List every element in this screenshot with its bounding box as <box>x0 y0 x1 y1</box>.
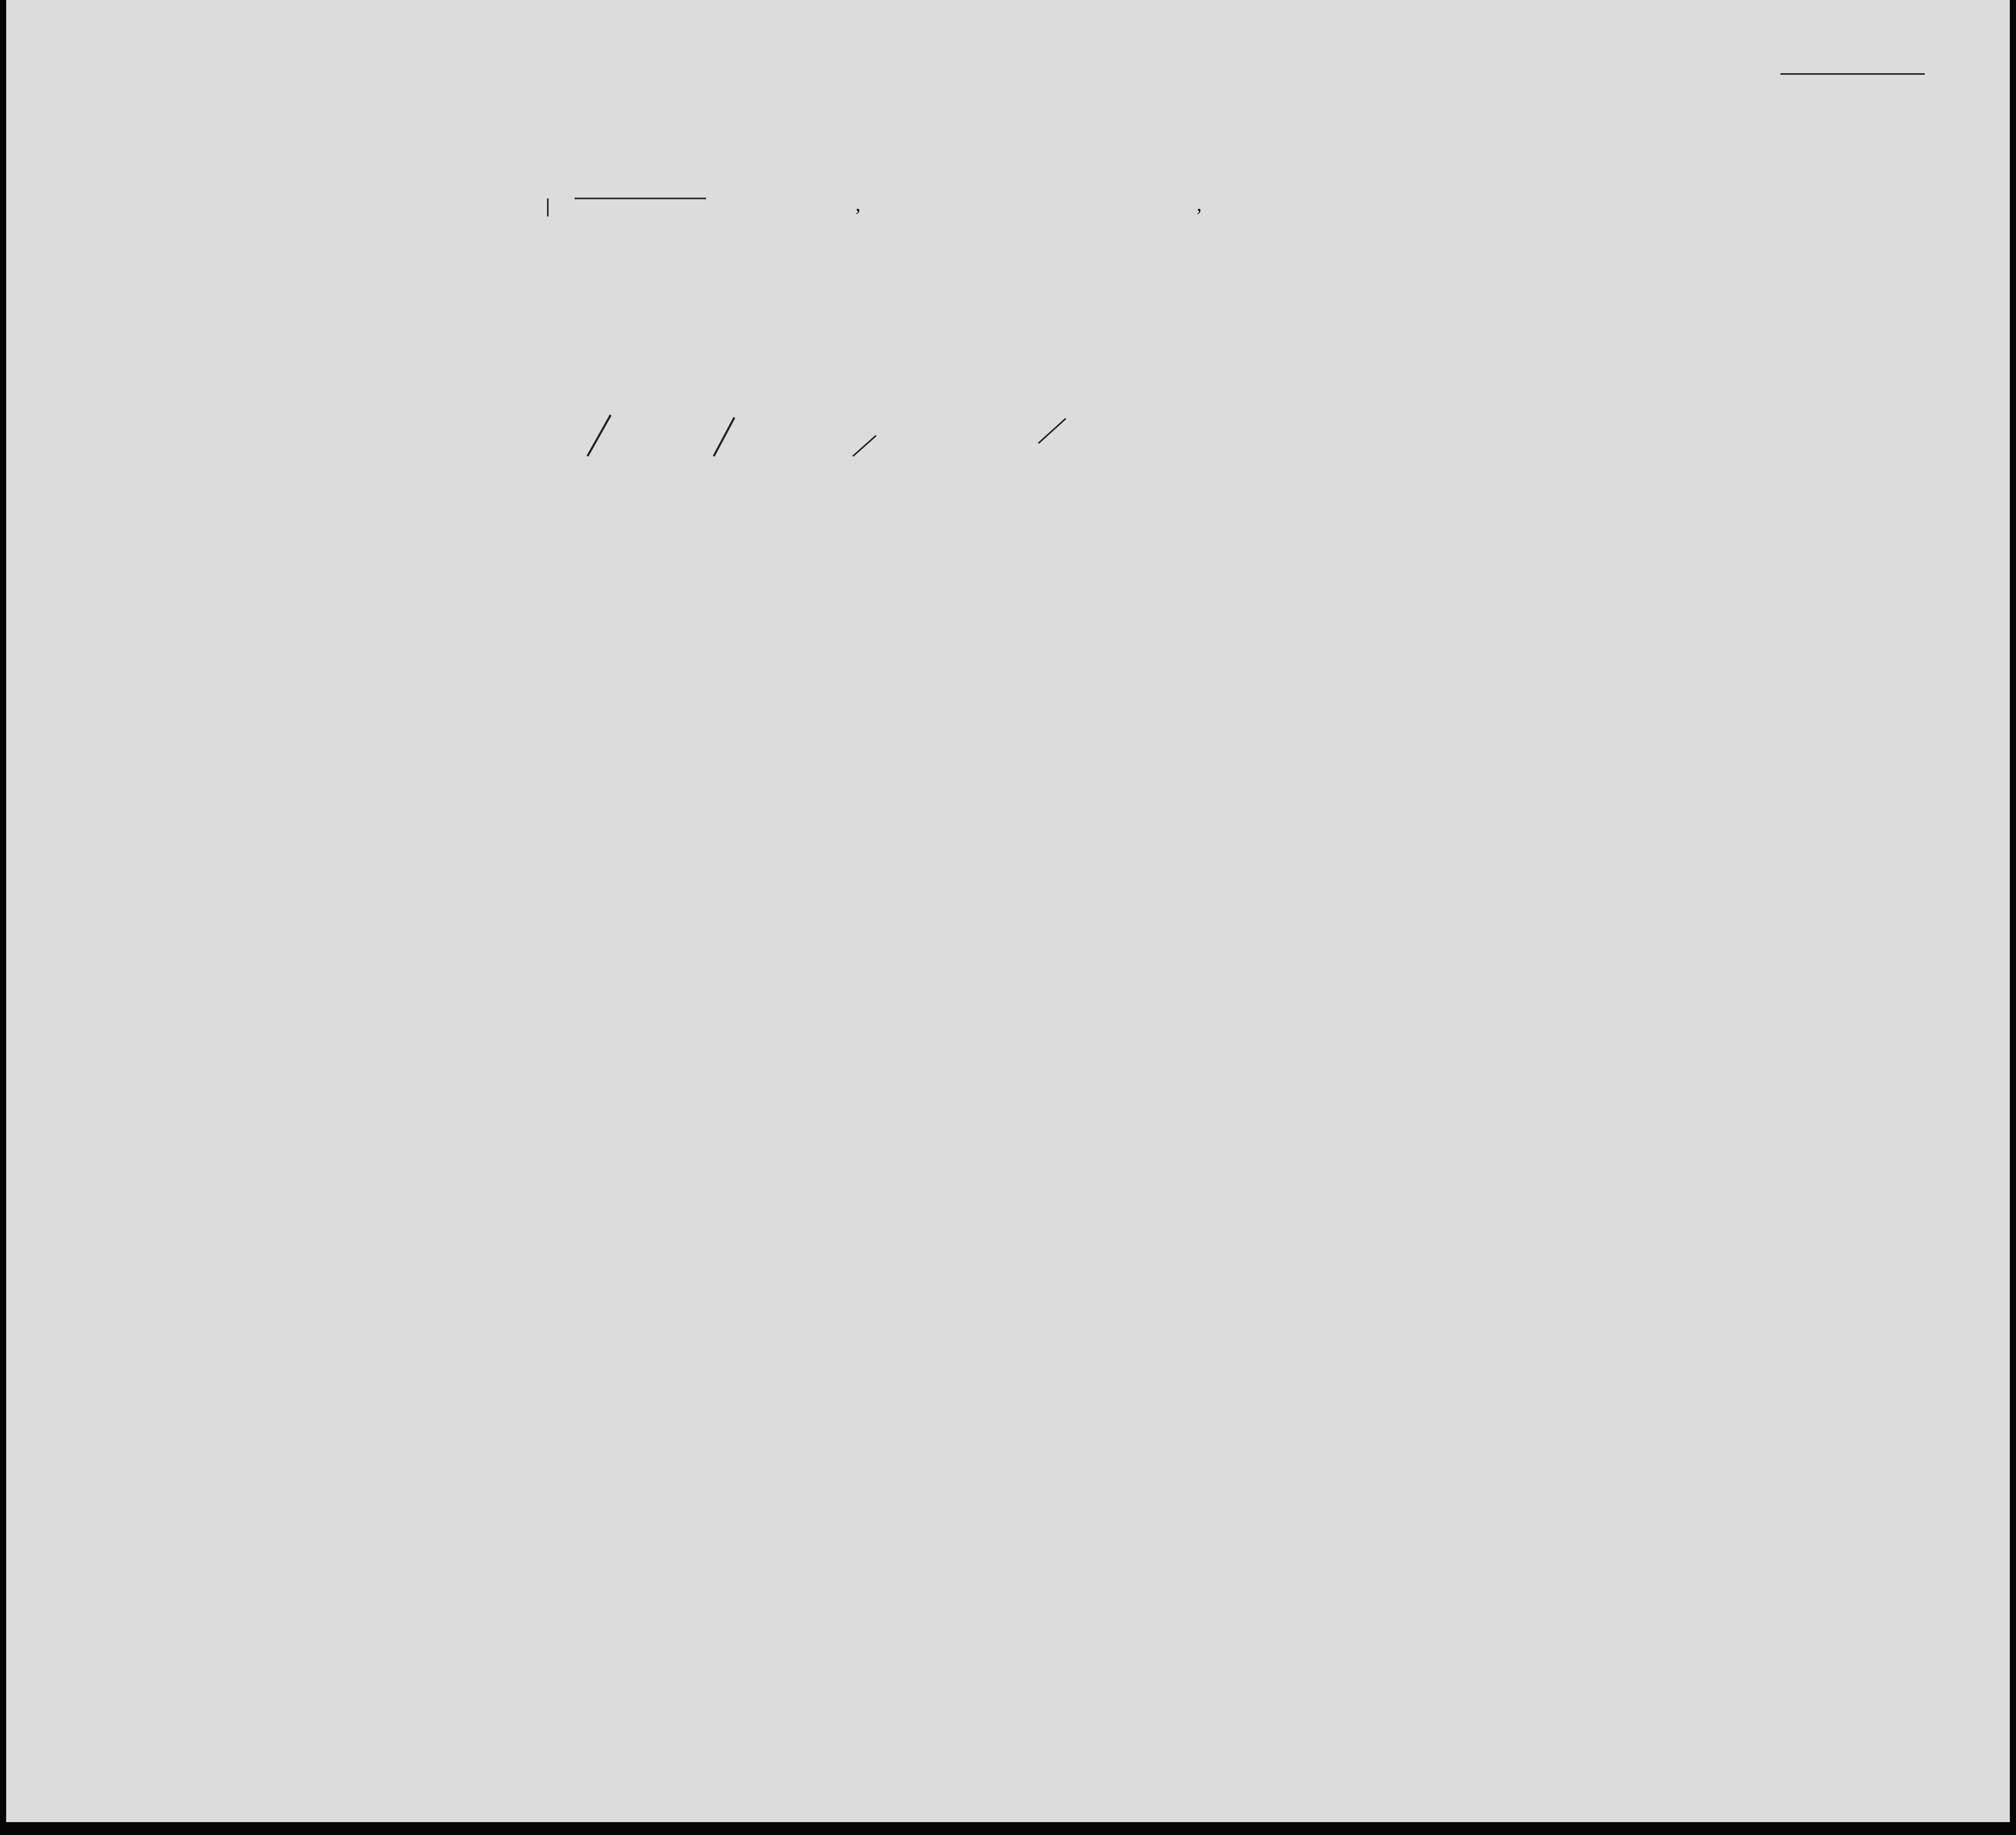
tick-mark-before <box>853 436 876 456</box>
comma-1: , <box>855 192 861 215</box>
tick-mark-ticket <box>587 415 611 456</box>
tick-mark-list <box>548 198 706 216</box>
tick-mark-join <box>1038 419 1066 443</box>
comma-2: , <box>1197 192 1202 215</box>
tick-mark-fifty <box>714 418 734 456</box>
